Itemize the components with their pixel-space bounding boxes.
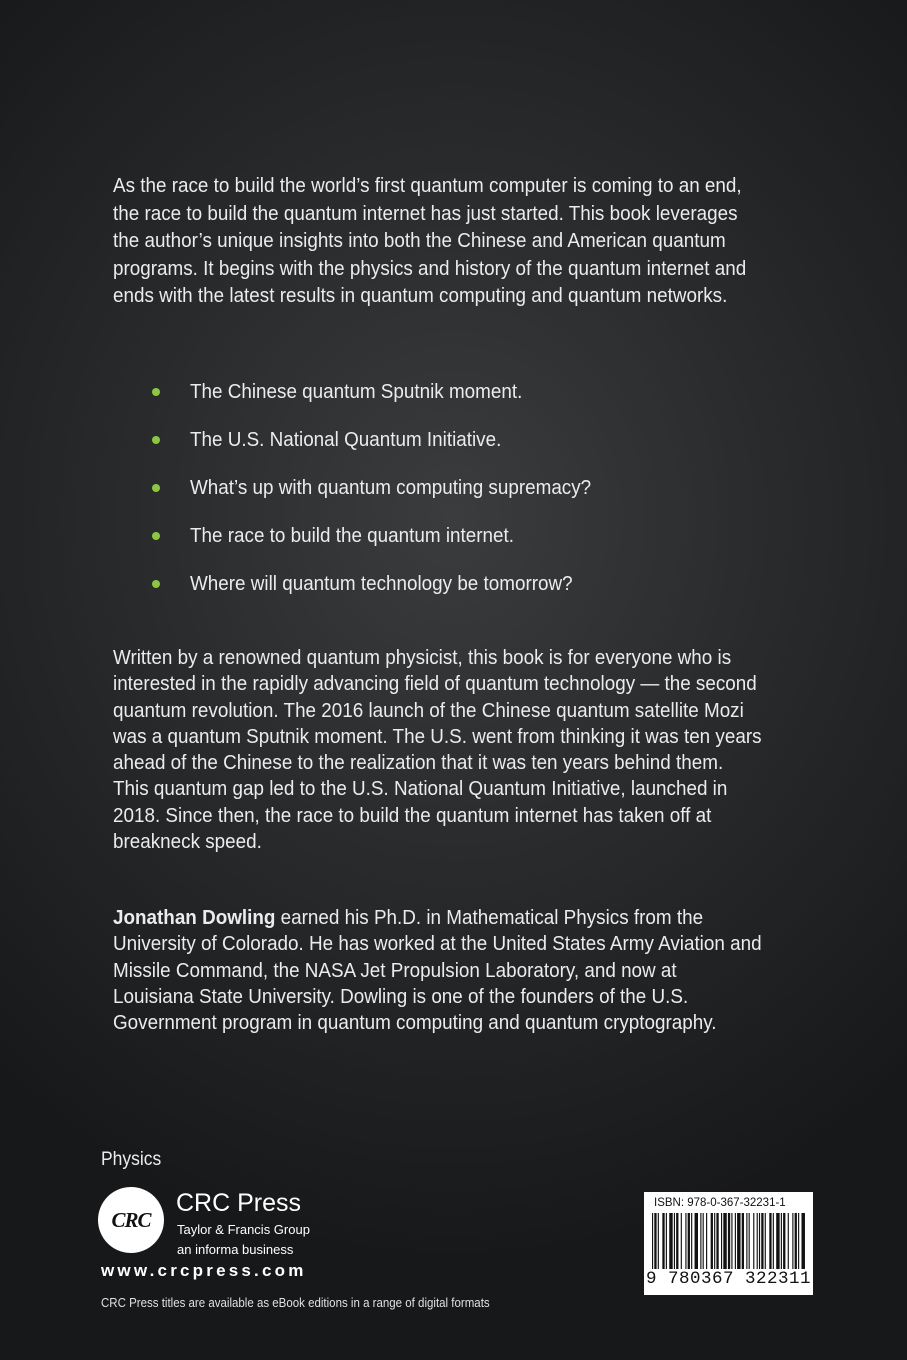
barcode-icon: [652, 1213, 805, 1269]
author-bio-text: earned his Ph.D. in Mathematical Physics from the University of Colorado. He has worked at the United States Army Aviation and Missile Command, the NASA Jet Propulsion Laboratory, and now at Louisiana State University. Dowling is one of the founders of the U.S. Government program in quantum computing and quantum cryptography.: [113, 906, 762, 1035]
bullet-dot-icon: [152, 532, 160, 540]
description-paragraph: Written by a renowned quantum physicist, this book is for everyone who is interested in the rapidly advancing field of quantum technology — the second quantum revolution. The 2016 launch of the Chinese quantum satellite Mozi was a quantum Sputnik moment. The U.S. went from thinking it was ten years ahead of the Chinese to the realization that it was ten years behind them. This quantum gap led to the U.S. National Quantum Initiative, launched in 2018. Since then, the race to build the quantum internet has taken off at breakneck speed.: [113, 646, 762, 854]
author-name: Jonathan Dowling: [113, 906, 276, 929]
barcode-block: [644, 1192, 813, 1295]
crc-logo-icon: [98, 1187, 164, 1253]
bullet-dot-icon: [152, 484, 160, 492]
subject-category: Physics: [101, 1149, 162, 1170]
list-item: What’s up with quantum computing supremacy?: [152, 474, 626, 502]
bullet-dot-icon: [152, 436, 160, 444]
list-item: Where will quantum technology be tomorrow?: [152, 570, 626, 598]
bullet-dot-icon: [152, 580, 160, 588]
isbn-label: ISBN: 978-0-367-32231-1: [654, 1197, 786, 1209]
publisher-name: CRC Press: [176, 1189, 302, 1217]
logo-text: CRC: [111, 1207, 151, 1232]
bullet-list: [152, 378, 626, 618]
barcode-digits: 9 780367 322311: [645, 1269, 812, 1289]
publisher-parent: an informa business: [177, 1242, 294, 1257]
publisher-block: [98, 1187, 358, 1267]
list-item: The Chinese quantum Sputnik moment.: [152, 378, 626, 406]
website-link[interactable]: www.crcpress.com: [101, 1261, 307, 1280]
list-item: The U.S. National Quantum Initiative.: [152, 426, 626, 454]
list-item: The race to build the quantum internet.: [152, 522, 626, 550]
publisher-group: Taylor & Francis Group: [177, 1222, 310, 1237]
bullet-dot-icon: [152, 388, 160, 396]
author-bio: [113, 905, 762, 1036]
intro-paragraph: As the race to build the world’s first quantum computer is coming to an end, the race to build the quantum internet has just started. This book leverages the author’s unique insights into both the Chinese and American quantum programs. It begins with the physics and history of the quantum internet and ends with the latest results in quantum computing and quantum networks.: [113, 174, 747, 307]
ebook-note: CRC Press titles are available as eBook editions in a range of digital formats: [101, 1296, 490, 1310]
